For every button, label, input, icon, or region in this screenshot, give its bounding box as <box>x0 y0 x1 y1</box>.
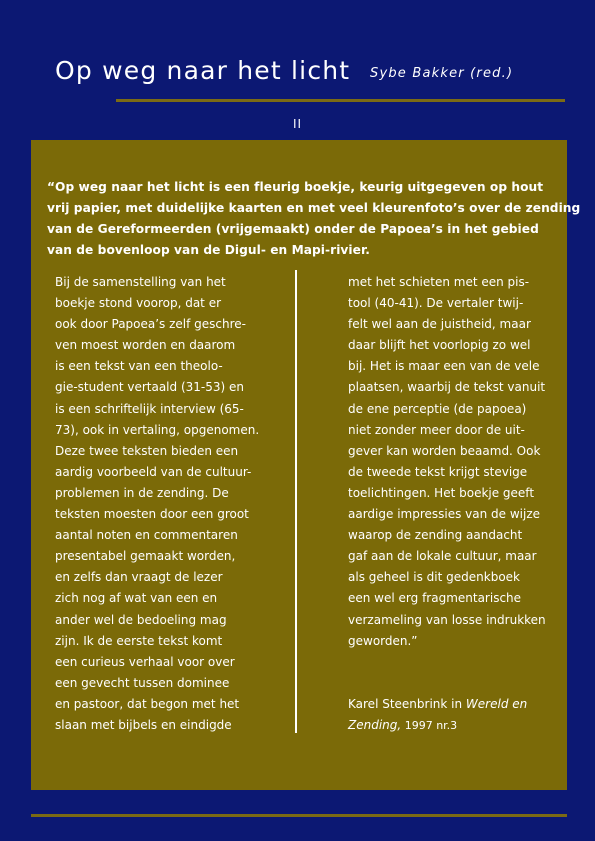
text-line: tool (40-41). De vertaler twij- <box>348 296 524 311</box>
text-line: waarop de zending aandacht <box>348 528 523 543</box>
text-line: Deze twee teksten bieden een <box>55 443 239 458</box>
lead-line: “Op weg naar het licht is een fleurig boekje, keurig uitgegeven op hout <box>47 180 544 194</box>
text-line: ander wel de bedoeling mag <box>55 612 227 627</box>
text-line: en zelfs dan vraagt de lezer <box>55 570 223 585</box>
text-line: ook door Papoea’s zelf geschre- <box>55 317 247 332</box>
text-line: en pastoor, dat begon met het <box>55 696 240 711</box>
text-line: de ene perceptie (de papoea) <box>348 401 527 416</box>
column-divider <box>295 270 297 733</box>
text-line: gever kan worden beaamd. Ook <box>348 443 541 458</box>
book-author: Sybe Bakker (red.) <box>370 66 514 81</box>
text-line: gie-student vertaald (31-53) en <box>55 380 244 395</box>
book-title: Op weg naar het licht <box>55 56 351 85</box>
text-line: bij. Het is maar een van de vele <box>348 359 540 374</box>
top-rule <box>116 99 565 102</box>
text-line: zijn. Ik de eerste tekst komt <box>55 633 223 648</box>
review-column-right <box>348 272 545 736</box>
text-line: verzameling van losse indrukken <box>348 612 546 627</box>
text-line: niet zonder meer door de uit- <box>348 422 525 437</box>
text-line: is een schriftelijk interview (65- <box>55 401 244 416</box>
text-line: toelichtingen. Het boekje geeft <box>348 485 535 500</box>
publication-name-cont: Zending, <box>348 717 402 732</box>
text-line: felt wel aan de juistheid, maar <box>348 317 531 332</box>
text-line: 73), ook in vertaling, opgenomen. <box>55 422 260 437</box>
review-credit-line1 <box>348 694 545 715</box>
text-line: een wel erg fragmentarische <box>348 591 522 606</box>
text-line: de tweede tekst krijgt stevige <box>348 464 528 479</box>
reviewer-name: Karel Steenbrink in <box>348 696 466 711</box>
text-line: gaf aan de lokale cultuur, maar <box>348 549 537 564</box>
text-line: met het schieten met een pis- <box>348 275 530 289</box>
text-line: problemen in de zending. De <box>55 485 229 500</box>
text-line: aardige impressies van de wijze <box>348 507 541 522</box>
text-line: een gevecht tussen dominee <box>55 675 230 690</box>
publication-issue: 1997 nr.3 <box>401 718 458 732</box>
text-line: is een tekst van een theolo- <box>55 359 223 374</box>
text-line: zich nog af wat van een en <box>55 591 218 606</box>
text-line: Bij de samenstelling van het <box>55 275 226 289</box>
text-line: een curieus verhaal voor over <box>55 654 235 669</box>
text-line: daar blijft het voorlopig zo wel <box>348 338 531 353</box>
text-line: ven moest worden en daarom <box>55 338 236 353</box>
text-line: plaatsen, waarbij de tekst vanuit <box>348 380 546 395</box>
text-line: slaan met bijbels en eindigde <box>55 717 232 732</box>
text-line: boekje stond voorop, dat er <box>55 296 222 311</box>
page-number: II <box>292 117 303 131</box>
bottom-rule <box>31 814 567 817</box>
review-credit-line2 <box>348 715 545 736</box>
review-column-left <box>55 272 260 736</box>
lead-line: vrij papier, met duidelijke kaarten en met veel kleurenfoto’s over de zending <box>47 201 581 215</box>
text-line: presentabel gemaakt worden, <box>55 549 236 564</box>
text-line: aardig voorbeeld van de cultuur- <box>55 464 252 479</box>
lead-line: van de bovenloop van de Digul- en Mapi-rivier. <box>47 243 370 257</box>
text-line: teksten moesten door een groot <box>55 507 249 522</box>
text-line: geworden.” <box>348 633 418 648</box>
text-line: aantal noten en commentaren <box>55 528 238 543</box>
credit-spacer <box>348 652 545 694</box>
review-panel <box>31 140 581 790</box>
publication-name: Wereld en <box>465 696 528 711</box>
text-line: als geheel is dit gedenkboek <box>348 570 520 585</box>
lead-line: van de Gereformeerden (vrijgemaakt) onder de Papoea’s in het gebied <box>47 222 539 236</box>
review-lead <box>47 177 581 261</box>
